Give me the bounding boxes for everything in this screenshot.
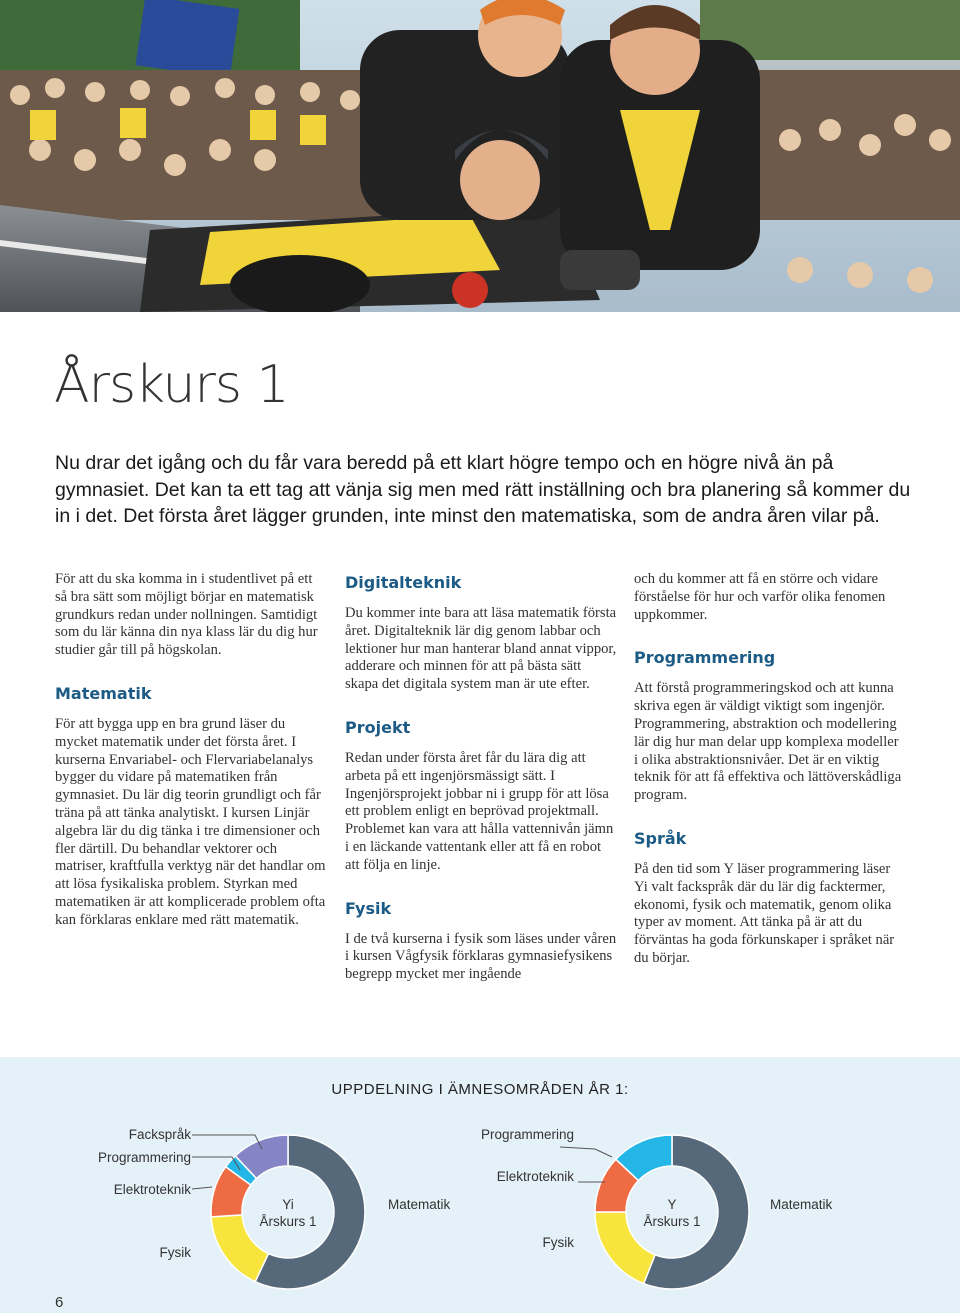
heading-fysik: Fysik <box>345 898 392 918</box>
chart-2-leader-programmering <box>560 1147 612 1157</box>
column-3 <box>634 571 906 968</box>
chart-section-title: UPPDELNING I ÄMNESOMRÅDEN ÅR 1: <box>331 1081 629 1098</box>
text-matematik: För att bygga upp en bra grund läser du mycket matematik under det första året. I kurserna Envariabel- och Flervariabelanalys bygger du vidare på matematiken från gymnasiet. Du lär dig teorin grundligt och får träna på att tänka analytiskt. I kursen Linjär algebra lär du dig tänka i tre dimensioner och fler därtill. Du behandlar vektorer och matriser, kraftfulla verktyg när det handlar om att lösa fysikaliska problem. Styrkan med matematiken är att komplicerade problem ofta kan förklaras enklare med rätt matematik. <box>55 715 326 928</box>
chart-2-center-label-1: Y <box>667 1197 677 1212</box>
chart-1-label-fackspråk: Fackspråk <box>128 1127 191 1142</box>
page-number: 6 <box>55 1294 64 1311</box>
chart-1-label-elektroteknik: Elektroteknik <box>113 1182 191 1197</box>
chart-2-label-fysik: Fysik <box>542 1235 574 1250</box>
text-programmering: Att förstå programmeringskod och att kunna skriva egen är väldigt viktigt som ingenjör. Programmering, abstraktion och modellering lär dig hur man delar upp komplexa modeller i olika abstraktionsnivåer. Det är en viktig teknik för att få effektiva och lättöverskådliga program. <box>634 680 902 804</box>
text-digitalteknik: Du kommer inte bara att läsa matematik första året. Digitalteknik lär dig genom labbar och lektioner hur man hanterar bland annat vippor, adderare och minnen för att på bästa sätt skapa det digitala system man är ute efter. <box>345 605 617 693</box>
heading-sprak: Språk <box>634 828 687 848</box>
text-fysik-continued: och du kommer att få en större och vidare förståelse för hur och varför olika fenomen uppkommer. <box>634 571 886 623</box>
heading-matematik: Matematik <box>55 683 152 703</box>
page-title: Årskurs 1 <box>54 355 289 415</box>
text-projekt: Redan under första året får du lära dig att arbeta på ett ingenjörsmässigt sätt. I Ingenjörsprojekt jobbar ni i grupp för att lösa ett problem enligt en beprövad projektmall. Problemet kan vara att hålla vattennivån jämn i en läckande vattentank eller att få en robot att följa en linje. <box>345 749 614 873</box>
column-2 <box>345 573 617 984</box>
chart-1-label-fysik: Fysik <box>159 1245 191 1260</box>
hero-photo <box>0 0 960 312</box>
chart-1-center-label-1: Yi <box>282 1197 294 1212</box>
heading-programmering: Programmering <box>634 648 776 668</box>
donut-charts <box>0 1057 960 1313</box>
heading-digitalteknik: Digitalteknik <box>345 573 462 592</box>
chart-1-label-matematik: Matematik <box>388 1197 451 1212</box>
chart-2-label-programmering: Programmering <box>480 1127 574 1142</box>
column-1-intro: För att du ska komma in i studentlivet på ett så bra sätt som möjligt börjar en matematisk grundkurs redan under nollningen. Samtidigt som du lär känna din nya klass lär du dig hur studier går till på högskolan. <box>55 571 318 659</box>
chart-1-center-label-2: Årskurs 1 <box>259 1214 317 1229</box>
chart-2-label-elektroteknik: Elektroteknik <box>496 1169 574 1184</box>
chart-1-label-programmering: Programmering <box>97 1150 191 1165</box>
hero-photo-illustration <box>0 0 960 312</box>
intro-paragraph: Nu drar det igång och du får vara beredd på ett klart högre tempo och en högre nivå än på gymnasiet. Det kan ta ett tag att vänja sig men med rätt inställning och bra planering så kommer du in i det. Det första året lägger grunden, inte minst den matematiska, som de andra åren vilar på. <box>55 452 911 527</box>
text-fysik: I de två kurserna i fysik som läses under våren i kursen Vågfysik förklaras gymnasiefysikens begrepp mycket mer ingående <box>345 930 617 983</box>
chart-2-center-label-2: Årskurs 1 <box>643 1214 701 1229</box>
text-sprak: På den tid som Y läser programmering läser Yi valt fackspråk där du lär dig facktermer, ekonomi, fysik och matematik, genom olika typer av moment. Att tänka på är att du förväntas ha goda förkunskaper i språket när du börjar. <box>634 860 895 966</box>
heading-projekt: Projekt <box>345 717 411 737</box>
chart-2-label-matematik: Matematik <box>770 1197 833 1212</box>
column-1 <box>55 571 327 930</box>
chart-1-leader-elektroteknik <box>192 1187 212 1189</box>
